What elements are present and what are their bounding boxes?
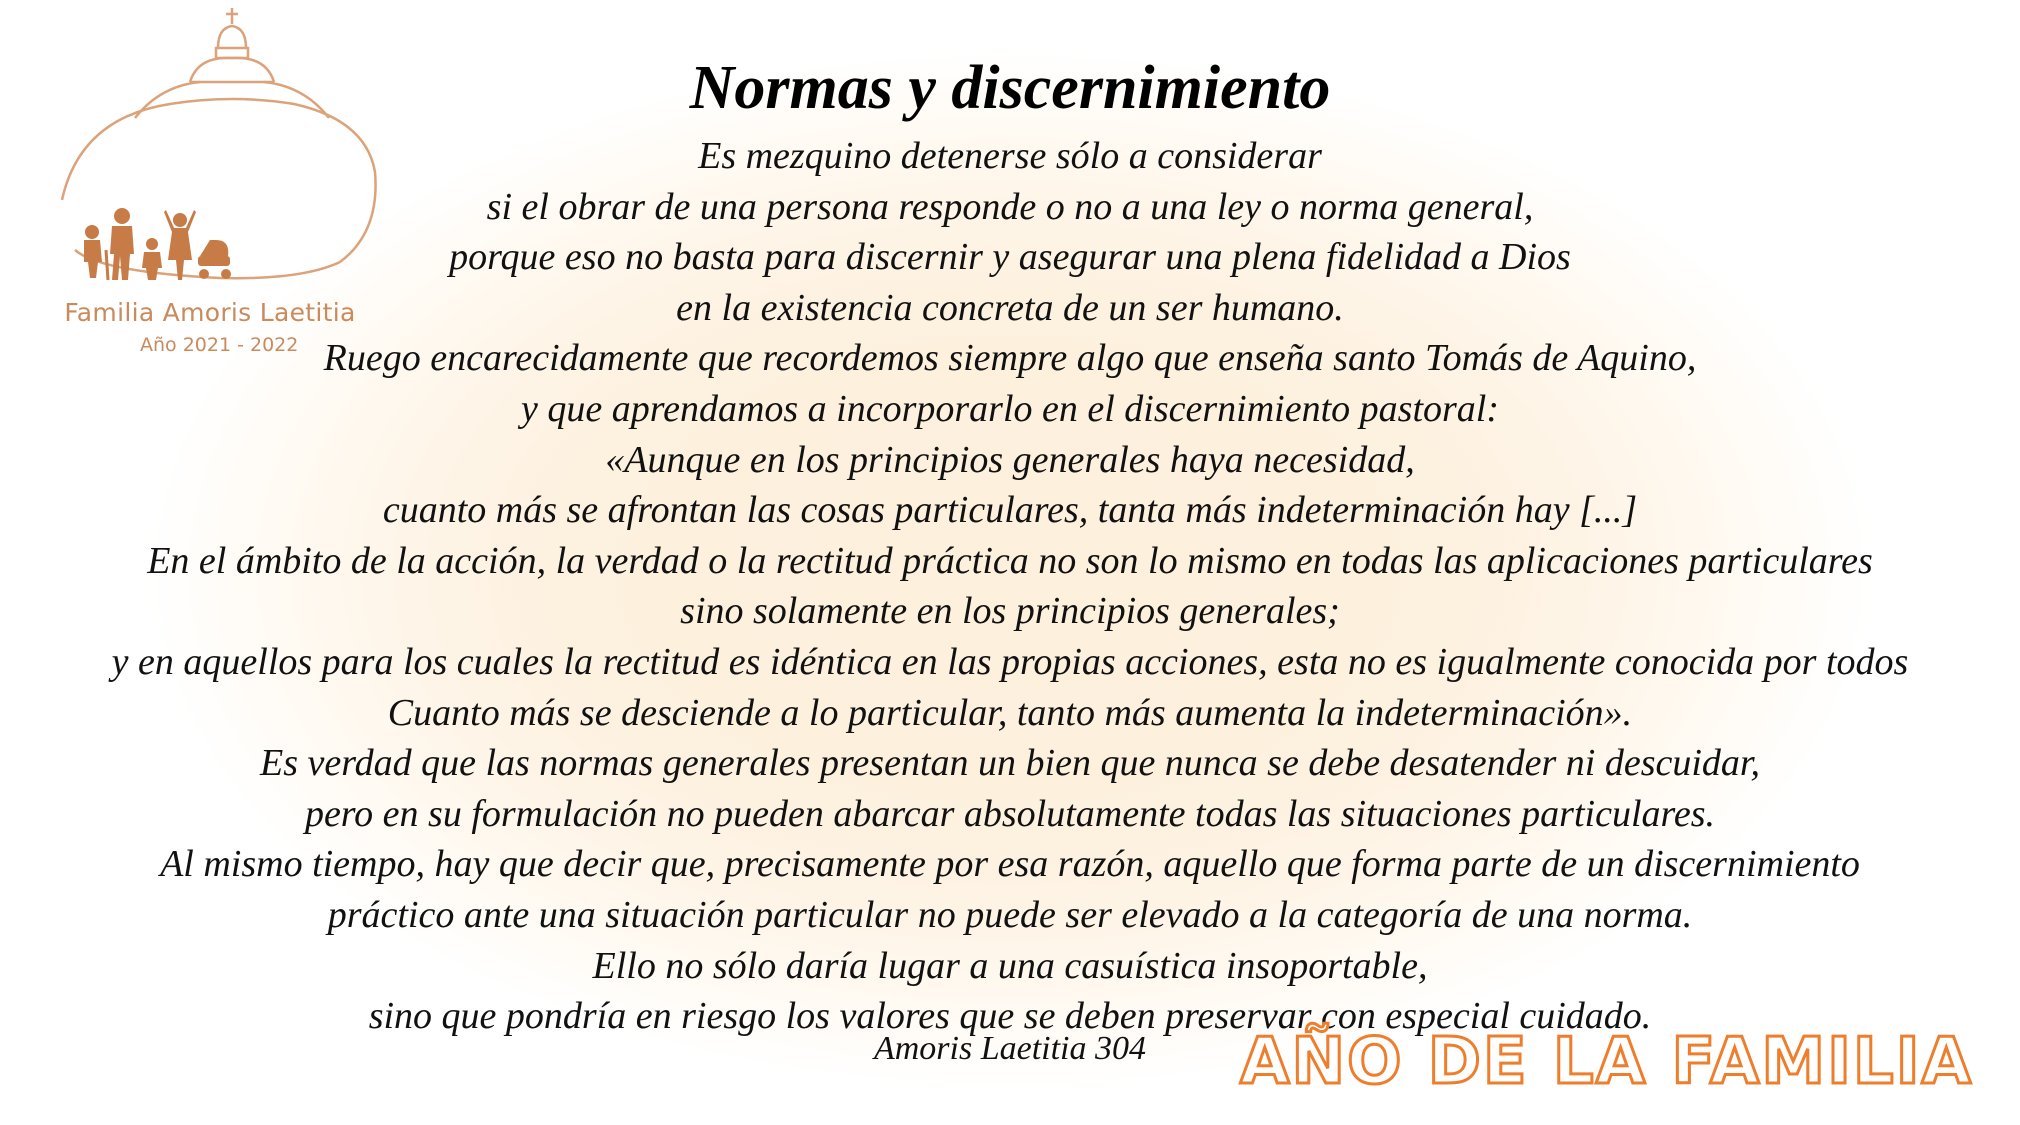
quote-line: cuanto más se afrontan las cosas particulares, tanta más indeterminación hay [...]: [382, 489, 1638, 532]
quote-line: En el ámbito de la acción, la verdad o la rectitud práctica no son lo mismo en todas las aplicaciones particulares: [147, 539, 1873, 582]
quote-line: Ruego encarecidamente que recordemos siempre algo que enseña santo Tomás de Aquino,: [323, 337, 1697, 380]
quote-line: Ello no sólo daría lugar a una casuística insoportable,: [592, 944, 1428, 987]
quote-line: Es mezquino detenerse sólo a considerar: [698, 135, 1322, 177]
quote-text: [0, 131, 2020, 1042]
quote-line: «Aunque en los principios generales haya necesidad,: [605, 438, 1415, 481]
quote-line: práctico ante una situación particular no puede ser elevado a la categoría de una norma.: [327, 893, 1693, 936]
quote-line: si el obrar de una persona responde o no a una ley o norma general,: [486, 185, 1534, 228]
quote-block: [0, 48, 2020, 1042]
page-title: Normas y discernimiento: [689, 54, 1331, 122]
logo-title: Familia Amoris Laetitia: [64, 298, 356, 327]
citation: Amoris Laetitia 304: [873, 1030, 1147, 1067]
quote-line: en la existencia concreta de un ser humano.: [676, 286, 1344, 329]
logo-year: Año 2021 - 2022: [140, 334, 299, 356]
quote-line: pero en su formulación no pueden abarcar absolutamente todas las situaciones particulares.: [304, 792, 1716, 835]
quote-line: y que aprendamos a incorporarlo en el discernimiento pastoral:: [520, 387, 1500, 430]
quote-line: Es verdad que las normas generales presentan un bien que nunca se debe desatender ni descuidar,: [259, 742, 1761, 785]
quote-line: sino que pondría en riesgo los valores que se deben preservar con especial cuidado.: [368, 995, 1652, 1038]
quote-line: sino solamente en los principios generales;: [680, 590, 1340, 633]
quote-line: y en aquellos para los cuales la rectitud es idéntica en las propias acciones, esta no es igualmente conocida por todos: [111, 640, 1909, 683]
quote-line: Al mismo tiempo, hay que decir que, precisamente por esa razón, aquello que forma parte de un discernimiento: [160, 843, 1860, 886]
quote-line: porque eso no basta para discernir y asegurar una plena fidelidad a Dios: [449, 236, 1571, 279]
quote-line: Cuanto más se desciende a lo particular, tanto más aumenta la indeterminación».: [387, 691, 1633, 734]
year-banner: AÑO DE LA FAMILIA: [1240, 1025, 1974, 1099]
